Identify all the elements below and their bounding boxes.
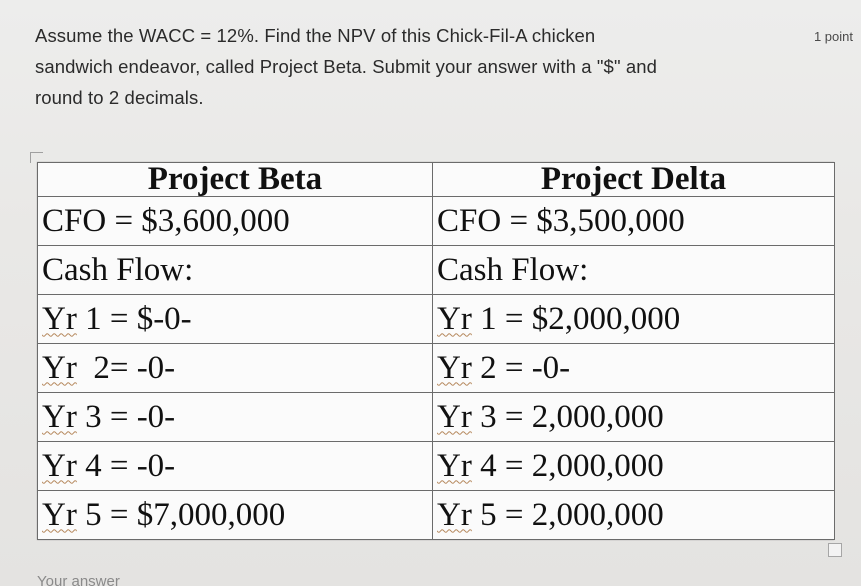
beta-cash-flow-label: Cash Flow:	[38, 246, 433, 295]
yr-abbrev: Yr	[42, 349, 77, 386]
table-row	[38, 393, 835, 442]
question-line-3: round to 2 decimals.	[35, 87, 204, 108]
yr-abbrev: Yr	[42, 300, 77, 337]
table-row	[38, 246, 835, 295]
table-row	[38, 491, 835, 540]
delta-cash-flow-label: Cash Flow:	[433, 246, 835, 295]
delta-year-4	[433, 442, 835, 491]
answer-input-placeholder[interactable]: Your answer	[37, 573, 120, 586]
cell-value: 4 = 2,000,000	[471, 447, 664, 484]
beta-year-5	[38, 491, 433, 540]
beta-year-4	[38, 442, 433, 491]
cell-value: 3 = -0-	[76, 398, 176, 435]
question-text	[35, 20, 795, 113]
table-row	[38, 442, 835, 491]
beta-year-1	[38, 295, 433, 344]
yr-abbrev: Yr	[437, 398, 472, 435]
table-row	[38, 344, 835, 393]
delta-year-1	[433, 295, 835, 344]
delta-year-3	[433, 393, 835, 442]
cell-value: 5 = $7,000,000	[76, 496, 286, 533]
question-line-2: sandwich endeavor, called Project Beta. Submit your answer with a "$" and	[35, 56, 658, 77]
beta-year-2	[38, 344, 433, 393]
yr-abbrev: Yr	[437, 349, 472, 386]
table-row	[38, 295, 835, 344]
cell-value: 1 = $-0-	[76, 300, 192, 337]
image-resize-handle-icon[interactable]	[828, 543, 842, 557]
yr-abbrev: Yr	[42, 496, 77, 533]
header-project-beta: Project Beta	[38, 163, 433, 197]
cash-flow-table	[37, 162, 835, 540]
delta-cfo: CFO = $3,500,000	[433, 197, 835, 246]
cell-value: 2= -0-	[76, 349, 176, 386]
beta-year-3	[38, 393, 433, 442]
delta-year-2	[433, 344, 835, 393]
table-row	[38, 197, 835, 246]
cell-value: 2 = -0-	[471, 349, 571, 386]
table-header-row	[38, 163, 835, 197]
delta-year-5	[433, 491, 835, 540]
header-project-delta: Project Delta	[433, 163, 835, 197]
question-line-1: Assume the WACC = 12%. Find the NPV of this Chick-Fil-A chicken	[35, 25, 596, 46]
cell-value: 5 = 2,000,000	[471, 496, 664, 533]
cell-value: 3 = 2,000,000	[471, 398, 664, 435]
yr-abbrev: Yr	[42, 447, 77, 484]
beta-cfo: CFO = $3,600,000	[38, 197, 433, 246]
cell-value: 1 = $2,000,000	[471, 300, 681, 337]
yr-abbrev: Yr	[437, 447, 472, 484]
yr-abbrev: Yr	[437, 496, 472, 533]
cell-value: 4 = -0-	[76, 447, 176, 484]
cash-flow-image	[37, 162, 834, 540]
points-label: 1 point	[813, 29, 853, 44]
yr-abbrev: Yr	[437, 300, 472, 337]
yr-abbrev: Yr	[42, 398, 77, 435]
